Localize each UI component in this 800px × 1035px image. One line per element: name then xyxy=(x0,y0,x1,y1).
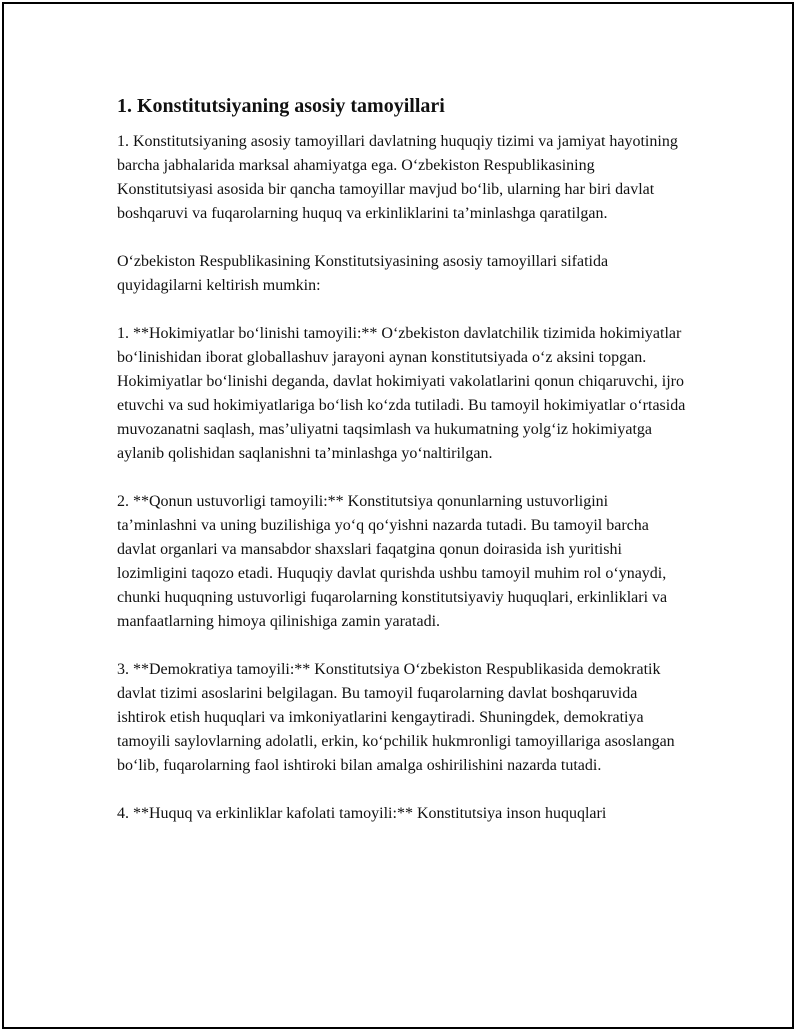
paragraph-intro: 1. Konstitutsiyaning asosiy tamoyillari davlatning huquqiy tizimi va jamiyat hayotining barcha jabhalarida marksal ahamiyatga ega. O‘zbekiston Respublikasining Konstitutsiyasi asosida bir qancha tamoyillar mavjud bo‘lib, ularning har biri davlat boshqaruvi va fuqarolarning huquq va erkinliklarini ta’minlashga qaratilgan. xyxy=(117,133,678,222)
paragraph-principle-2: 2. **Qonun ustuvorligi tamoyili:** Konstitutsiya qonunlarning ustuvorligini ta’minlashni va uning buzilishiga yo‘q qo‘yishni nazarda tutadi. Bu tamoyil barcha davlat organlari va mansabdor shaxslari faqatgina qonun doirasida ish yuritishi lozimligini taqozo etadi. Huquqiy davlat qurishda ushbu tamoyil muhim rol o‘ynaydi, chunki huquqning ustuvorligi fuqarolarning konstitutsiyaviy huquqlari, erkinliklari va manfaatlarning himoya qilinishiga zamin yaratadi. xyxy=(117,493,668,630)
paragraph-principle-4: 4. **Huquq va erkinliklar kafolati tamoyili:** Konstitutsiya inson huquqlari xyxy=(117,805,607,822)
paragraph-principle-1: 1. **Hokimiyatlar bo‘linishi tamoyili:** O‘zbekiston davlatchilik tizimida hokimiyatlar bo‘linishidan iborat globallashuv jarayoni aynan konstitutsiyada o‘z aksini topgan. Hokimiyatlar bo‘linishi deganda, davlat hokimiyati vakolatlarini qonun chiqaruvchi, ijro etuvchi va sud hokimiyatlariga bo‘lish ko‘zda tutiladi. Bu tamoyil hokimiyatlar o‘rtasida muvozanatni saqlash, mas’uliyatni taqsimlash va hukumatning yolg‘iz hokimiyatga aylanib qolishidan saqlanishni ta’minlashga yo‘naltirilgan. xyxy=(117,325,686,462)
document-body xyxy=(117,92,687,826)
section-heading: 1. Konstitutsiyaning asosiy tamoyillari xyxy=(117,95,445,117)
paragraph-principle-3: 3. **Demokratiya tamoyili:** Konstitutsiya O‘zbekiston Respublikasida demokratik davlat tizimi asoslarini belgilagan. Bu tamoyil fuqarolarning davlat boshqaruvida ishtirok etish huquqlari va imkoniyatlarini kengaytiradi. Shuningdek, demokratiya tamoyili saylovlarning adolatli, erkin, ko‘pchilik hukmronligi tamoyillariga asoslangan bo‘lib, fuqarolarning faol ishtiroki bilan amalga oshirilishini nazarda tutadi. xyxy=(117,661,675,774)
paragraph-list-intro: O‘zbekiston Respublikasining Konstitutsiyasining asosiy tamoyillari sifatida quyidagilarni keltirish mumkin: xyxy=(117,253,609,294)
